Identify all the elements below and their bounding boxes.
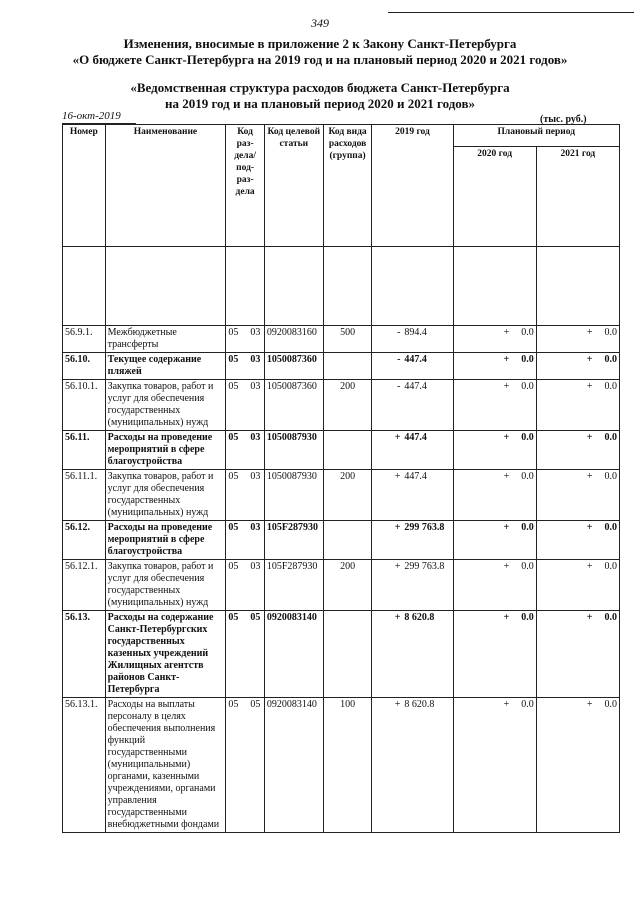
row-2019-sign: + — [394, 612, 401, 623]
row-name: Расходы на выплаты персоналу в целях обеспечения выполнения функций государственными (муниципальными) органами, казенными учреждениями, органами управления государственными внебюджетными фондами — [105, 698, 226, 833]
row-2020-sign: + — [503, 381, 510, 392]
row-2021-sign: + — [586, 381, 593, 392]
row-razdel-code: 05 — [228, 354, 239, 365]
row-podrazdel-code: 03 — [250, 354, 261, 365]
spacer-cell — [453, 247, 536, 326]
row-2020-sign: + — [503, 699, 510, 710]
row-2020-value: 0.0 — [521, 612, 534, 623]
row-2019 — [372, 326, 453, 353]
row-name: Расходы на содержание Санкт-Петербургских государственных казенных учреждений Жилищных агентств районов Санкт-Петербурга — [105, 611, 226, 698]
row-2019-value: 447.4 — [404, 381, 427, 392]
row-2019-sign: - — [397, 327, 401, 338]
header-number: Номер — [63, 125, 106, 247]
table-row — [63, 431, 620, 470]
row-2020 — [453, 560, 536, 611]
row-2019 — [372, 470, 453, 521]
table-row — [63, 326, 620, 353]
spacer-cell — [105, 247, 226, 326]
row-2021 — [536, 611, 619, 698]
header-2021: 2021 год — [536, 147, 619, 247]
table-header — [63, 125, 620, 247]
title-line-1: Изменения, вносимые в приложение 2 к Закону Санкт-Петербурга — [123, 36, 517, 51]
row-2020 — [453, 353, 536, 380]
row-2020 — [453, 431, 536, 470]
row-2021 — [536, 521, 619, 560]
row-2020-sign: + — [503, 522, 510, 533]
row-target-article: 1050087930 — [264, 431, 323, 470]
row-razdel — [226, 521, 265, 560]
row-2021-value: 0.0 — [604, 432, 617, 443]
row-number: 56.12. — [63, 521, 106, 560]
budget-table — [62, 124, 620, 833]
row-expense-type — [323, 431, 372, 470]
row-2019-sign: + — [394, 522, 401, 533]
header-name: Наименование — [105, 125, 226, 247]
row-number: 56.9.1. — [63, 326, 106, 353]
row-name: Расходы на проведение мероприятий в сфере благоустройства — [105, 521, 226, 560]
row-podrazdel-code: 03 — [250, 327, 261, 338]
row-2021-sign: + — [586, 327, 593, 338]
top-rule — [388, 12, 634, 13]
row-2020-sign: + — [503, 327, 510, 338]
row-podrazdel-code: 03 — [250, 381, 261, 392]
header-spacer-row — [63, 247, 620, 326]
spacer-cell — [264, 247, 323, 326]
row-podrazdel-code: 03 — [250, 471, 261, 482]
header-razdel: Код раз- дела/ под- раз- дела — [226, 125, 265, 247]
table-row — [63, 521, 620, 560]
row-razdel — [226, 470, 265, 521]
row-2020-sign: + — [503, 561, 510, 572]
row-razdel-code: 05 — [228, 327, 239, 338]
row-razdel — [226, 611, 265, 698]
row-razdel-code: 05 — [228, 471, 239, 482]
row-target-article: 0920083140 — [264, 611, 323, 698]
row-2020 — [453, 611, 536, 698]
row-2020-value: 0.0 — [521, 699, 534, 710]
row-2020-value: 0.0 — [521, 432, 534, 443]
row-2020-value: 0.0 — [521, 381, 534, 392]
row-2021-sign: + — [586, 471, 593, 482]
row-2019-sign: + — [394, 699, 401, 710]
document-title — [0, 36, 640, 68]
row-expense-type: 200 — [323, 380, 372, 431]
row-razdel-code: 05 — [228, 522, 239, 533]
spacer-cell — [372, 247, 453, 326]
row-expense-type: 100 — [323, 698, 372, 833]
row-2021 — [536, 560, 619, 611]
row-2021-value: 0.0 — [604, 354, 617, 365]
row-razdel — [226, 560, 265, 611]
row-2020-value: 0.0 — [521, 354, 534, 365]
row-2021-value: 0.0 — [604, 327, 617, 338]
row-number: 56.13.1. — [63, 698, 106, 833]
row-2021-sign: + — [586, 354, 593, 365]
row-2019-sign: + — [394, 471, 401, 482]
row-podrazdel-code: 03 — [250, 561, 261, 572]
row-razdel — [226, 380, 265, 431]
row-2019 — [372, 353, 453, 380]
row-target-article: 1050087360 — [264, 380, 323, 431]
row-2020 — [453, 521, 536, 560]
document-subtitle — [0, 80, 640, 112]
row-2021-value: 0.0 — [604, 699, 617, 710]
row-2021 — [536, 326, 619, 353]
row-razdel — [226, 431, 265, 470]
row-2020-value: 0.0 — [521, 327, 534, 338]
row-2019-value: 447.4 — [404, 432, 427, 443]
row-number: 56.13. — [63, 611, 106, 698]
row-2021-sign: + — [586, 522, 593, 533]
row-2020-sign: + — [503, 471, 510, 482]
document-date: 16-окт-2019 — [62, 110, 121, 122]
row-expense-type: 200 — [323, 470, 372, 521]
row-2020-value: 0.0 — [521, 522, 534, 533]
subtitle-line-2: на 2019 год и на плановый период 2020 и 2021 годов» — [164, 96, 475, 111]
row-name: Закупка товаров, работ и услуг для обеспечения государственных (муниципальных) нужд — [105, 380, 226, 431]
row-target-article: 105F287930 — [264, 560, 323, 611]
row-number: 56.10. — [63, 353, 106, 380]
row-razdel-code: 05 — [228, 699, 239, 710]
row-expense-type: 200 — [323, 560, 372, 611]
row-2021-sign: + — [586, 561, 593, 572]
title-line-2: «О бюджете Санкт-Петербурга на 2019 год и на плановый период 2020 и 2021 годов» — [72, 52, 568, 67]
row-2021 — [536, 470, 619, 521]
row-2019-value: 8 620.8 — [404, 612, 435, 623]
row-expense-type — [323, 611, 372, 698]
row-2019 — [372, 431, 453, 470]
row-expense-type — [323, 521, 372, 560]
row-target-article: 1050087360 — [264, 353, 323, 380]
table-body — [63, 247, 620, 833]
row-2021-sign: + — [586, 432, 593, 443]
page-number: 349 — [311, 16, 329, 30]
table-row — [63, 611, 620, 698]
table-row — [63, 380, 620, 431]
row-2020-value: 0.0 — [521, 561, 534, 572]
row-razdel — [226, 698, 265, 833]
row-target-article: 105F287930 — [264, 521, 323, 560]
units-label: (тыс. руб.) — [540, 114, 587, 125]
row-2021-value: 0.0 — [604, 381, 617, 392]
row-2019 — [372, 611, 453, 698]
row-2020-sign: + — [503, 612, 510, 623]
header-2019: 2019 год — [372, 125, 453, 247]
row-2019-value: 447.4 — [404, 471, 427, 482]
row-2019 — [372, 380, 453, 431]
row-name: Закупка товаров, работ и услуг для обеспечения государственных (муниципальных) нужд — [105, 470, 226, 521]
row-2020 — [453, 698, 536, 833]
spacer-cell — [323, 247, 372, 326]
row-2021-sign: + — [586, 612, 593, 623]
row-number: 56.11. — [63, 431, 106, 470]
row-number: 56.11.1. — [63, 470, 106, 521]
row-target-article: 0920083140 — [264, 698, 323, 833]
row-2021-value: 0.0 — [604, 471, 617, 482]
spacer-cell — [536, 247, 619, 326]
row-2019-value: 447.4 — [404, 354, 427, 365]
row-expense-type: 500 — [323, 326, 372, 353]
row-2019-value: 894.4 — [404, 327, 427, 338]
row-razdel — [226, 353, 265, 380]
row-2019-value: 299 763.8 — [404, 522, 445, 533]
row-razdel-code: 05 — [228, 612, 239, 623]
row-2021 — [536, 380, 619, 431]
row-expense-type — [323, 353, 372, 380]
row-podrazdel-code: 05 — [250, 699, 261, 710]
table-row — [63, 470, 620, 521]
row-target-article: 1050087930 — [264, 470, 323, 521]
row-2020 — [453, 326, 536, 353]
row-name: Межбюджетные трансферты — [105, 326, 226, 353]
row-2021-value: 0.0 — [604, 561, 617, 572]
header-target-article: Код целевой статьи — [264, 125, 323, 247]
spacer-cell — [63, 247, 106, 326]
row-number: 56.12.1. — [63, 560, 106, 611]
row-name: Закупка товаров, работ и услуг для обеспечения государственных (муниципальных) нужд — [105, 560, 226, 611]
row-name: Расходы на проведение мероприятий в сфере благоустройства — [105, 431, 226, 470]
row-2019-sign: + — [394, 432, 401, 443]
header-2020: 2020 год — [453, 147, 536, 247]
row-2020-sign: + — [503, 354, 510, 365]
row-podrazdel-code: 03 — [250, 432, 261, 443]
row-2021-sign: + — [586, 699, 593, 710]
row-podrazdel-code: 05 — [250, 612, 261, 623]
row-2019-value: 299 763.8 — [404, 561, 445, 572]
table-row — [63, 560, 620, 611]
row-podrazdel-code: 03 — [250, 522, 261, 533]
row-2019 — [372, 521, 453, 560]
subtitle-line-1: «Ведомственная структура расходов бюджета Санкт-Петербурга — [130, 80, 510, 95]
table-row — [63, 353, 620, 380]
row-2021 — [536, 431, 619, 470]
row-razdel-code: 05 — [228, 561, 239, 572]
row-2021-value: 0.0 — [604, 522, 617, 533]
row-2019-value: 8 620.8 — [404, 699, 435, 710]
header-expense-type: Код вида расходов (группа) — [323, 125, 372, 247]
row-number: 56.10.1. — [63, 380, 106, 431]
spacer-cell — [226, 247, 265, 326]
header-plan-period: Плановый период — [453, 125, 619, 147]
row-2021-value: 0.0 — [604, 612, 617, 623]
row-2019-sign: - — [397, 354, 401, 365]
row-name: Текущее содержание пляжей — [105, 353, 226, 380]
row-2020-sign: + — [503, 432, 510, 443]
row-2021 — [536, 353, 619, 380]
row-2020 — [453, 380, 536, 431]
row-2019-sign: - — [397, 381, 401, 392]
row-2019 — [372, 698, 453, 833]
row-target-article: 0920083160 — [264, 326, 323, 353]
row-2020-value: 0.0 — [521, 471, 534, 482]
row-2019 — [372, 560, 453, 611]
row-2020 — [453, 470, 536, 521]
row-2019-sign: + — [394, 561, 401, 572]
row-razdel-code: 05 — [228, 432, 239, 443]
row-razdel — [226, 326, 265, 353]
row-razdel-code: 05 — [228, 381, 239, 392]
table-row — [63, 698, 620, 833]
row-2021 — [536, 698, 619, 833]
